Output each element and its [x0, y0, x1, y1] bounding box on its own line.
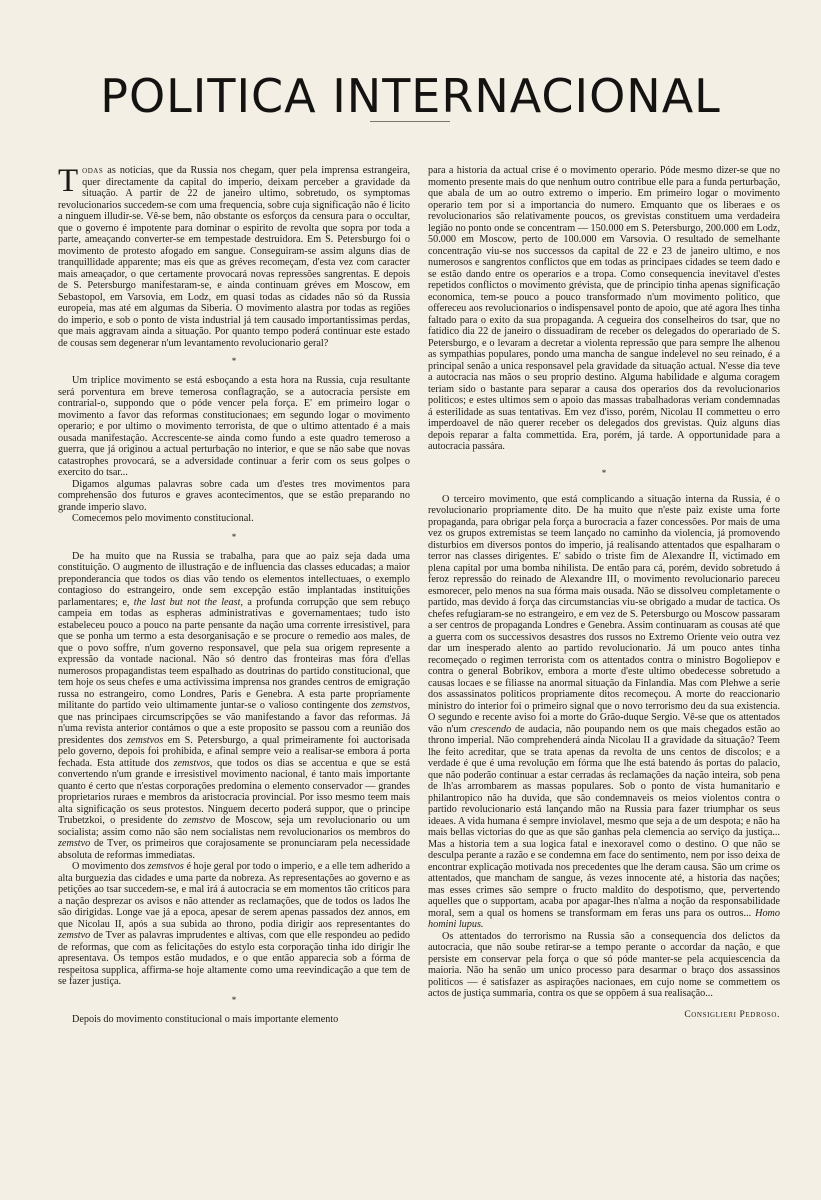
drop-cap: T — [58, 163, 79, 199]
title-divider — [370, 121, 450, 122]
right-column — [428, 165, 780, 1021]
page-title: POLITICA INTERNACIONAL — [100, 68, 721, 123]
section-separator-star: * — [231, 531, 237, 542]
paragraph: Digamos algumas palavras sobre cada um d'estes tres movimentos para comprehensão dos futuros e graves acontecimentos, que se estão preparando no grande imperio slavo. — [58, 478, 410, 513]
paragraph: para a historia da actual crise é o movimento operario. Póde mesmo dizer-se que no momento presente mais do que nenhum outro contribue elle para a funda perturbação, que abala de um ao outro extremo o imperio. Em primeiro logar o movimento operario tem por si a importancia do numero. Emquanto que os liberaes e os revolucionarios são relativamente poucos, os grevistas constituem uma verdadeira legião no ponto onde se concentram — 150.000 em S. Petersburgo, 200.000 em Lodz, 50.000 em Moscow, perto de 100.000 em Varsovia. O resultado de semelhante concentração viu-se nos successos da capital de 22 e 23 de janeiro ultimo, e nos numerosos e sangrentos conflictos que em todas as principaes cidades se teem dado e se estão dando entre os operarios e a tropa. Como consequencia inevitavel d'estes repetidos conflictos o movimento grévista, que de principio tinha apenas significação economica, tem-se pouco a pouco transformado n'um movimento politico, que offereceu aos revolucionarios o indispensavel ponto de apoio, que até agora lhes tinha faltado para o exito da sua propaganda. A cegueira dos conselheiros do tsar, que no fatidico dia 22 de janeiro o dissuadiram de receber os delegados do operariado de S. Petersburgo, e o levaram a decretar a violenta repressão que para sempre lhe alhenou as sympathias populares, pondo uma mancha de sangue indelevel no seu reinado, é a principal senão a unica responsavel pela gravidade da situação actual. N'esse dia teve a autocracia nas mãos o seu proprio destino. Alguma habilidade e alguma coragem teriam sido o bastante para separar a causa dos operarios dos da revolucionarios politicos; e estes ultimos sem o apoio das massas trabalhadoras veriam condemnadas á esterilidade as suas tentativas. Em vez d'isso, porém, Nicolau II commetteu o erro imperdoavel de não querer receber os delegados dos grevistas. Quiz alguns dias depois reparar a falta commettida. Era, porém, já tarde. A opportunidade para a autocracia passára. — [428, 165, 780, 452]
section-separator-star: * — [601, 467, 607, 478]
paragraph: Comecemos pelo movimento constitucional. — [72, 513, 254, 524]
author-signature: Consiglieri Pedroso. — [684, 1009, 780, 1020]
lead-word: odas — [82, 165, 104, 176]
paragraph: O terceiro movimento, que está complicando a situação interna da Russia, é o revolucionario propriamente dito. De ha muito que n'este paiz existe uma forte propaganda, para obrigar pela força a burocracia a fazer concessões. Por mais de uma vez os grupos extremistas se teem lançado no caminho da violencia, já promovendo disturbios em diversos pontos do imperio, já realisando attentados que espalharam o terror nas classes dirigentes. E' sabido o triste fim de Alexandre II, victimado em plena capital por uma bomba nihilista. De então para cá, porém, devido sobretudo á feroz repressão do reinado de Alexandre III, o movimento revolucionario pareceu esmorecer, pelo menos na sua fórma mais ousada. Não se dissolveu completamente o partido, mas devido á força das circumstancias viu-se obrigado a mudar de tactica. Os chefes refugiaram-se no estrangeiro, e em vez de S. Petersburgo ou Moscow passaram a ser centros de propaganda Londres e Genebra. Assim continuaram as cousas até que a guerra com os successivos desastres dos russos no Extremo Oriente veio outra vez dar um inesperado alento ao partido revolucionario. Já um pouco antes tinha recomeçado o regimen terrorista com os attentados contra o ministro Bogoliepov e contra o general Bobrikov, embora a morte d'este ultimo obedecesse sobretudo a causas locaes e se filiasse na anormal situação da Finlandia. Mas com Plehwe a serie dos assassinatos politicos propriamente ditos recomeçou. A morte do reaccionario ministro do interior foi o primeiro signal que o novo terrorismo deu da sua existencia. O segundo e recente aviso foi a morte do Grão-duque Sergio. Vê-se que os attentados vão n'um crescendo de audacia, não poupando nem os que mais chegados estão ao throno imperial. Não comprehenderá ainda Nicolau II a gravidade da situação? Teem lhe feito acreditar, que se trata apenas da revolta de uns centos de discolos; e a verdade é que é uma revolução em fórma que lhe está batendo ás portas do palacio, que não poderão continuar a estar cerradas ás reclamações da nação inteira, sob pena de lh'as arrombarem as massas populares. Sob o ponto de vista humanitario e philantropico não ha duvida, que são condemnaveis os meios violentos contra o partido revolucionario está lançando mão na Russia para fazer triumphar os seus ideaes. A vida humana é sempre inviolavel, mesmo que seja a de um despota; e não ha mais bellas victorias do que as que são ganhas pela clemencia ao serviço da justiça... Mas a historia tem a sua logica fatal e inexoravel como o destino. O que não se desculpa perante a razão e se condemna em face do sentimento, nem por isso deixa de encontrar explicação motivada nos precedentes que lhe deram causa. São um crime os attentados, que mancham de sangue, ás vezes innocente até, a historia das nações; mas esses crimes são sempre o fructo maldito do despotismo, que, pervertendo aquelles que o supportam, acaba por apagar-lhes n'alma a noção da responsabilidade moral, sem a qual os homens se transformam em feras uns para os outros... Homo homini lupus. — [428, 493, 781, 930]
paragraph: O movimento dos zemstvos é hoje geral por todo o imperio, e a elle tem adherido a alta burguezia das cidades e uma parte da nobreza. As representações ao governo e as petições ao tsar succedem-se, e mal irá á autocracia se em momentos tão criticos para a nação desprezar os avisos e não attender as reclamações, que de todos os lados lhe são dirigidas. Longe vae já a epoca, apesar de serem apenas passados dez annos, em que Nicolau II, após a sua subida ao throno, podia dirigir aos representantes do zemstvo de Tver as palavras imprudentes e altivas, com que elle respondeu ao pedido de reformas, que com as felicitações do estylo esta corporação tinha ido dirigir lhe apresentava. Os tempos estão mudados, e o que então apparecia sob a fórma de respeitosa supplica, affirma-se hoje altamente como uma reevindicação a que tem de se fazer justiça. — [58, 861, 411, 987]
paragraph-opening: Todas as noticias, que da Russia nos chegam, quer pela imprensa estrangeira, quer directamente da capital do imperio, deixam perceber a gravidade da situação. A partir de 22 de janeiro ultimo, sobretudo, os symptomas revolucionarios succedem-se com uma frequencia, sobre cuja significação não é licito a ninguem illudir-se. Vê-se bem, não obstante os esforços da censura para o occultar, que o governo é impotente para dominar o espirito de revolta que sopra por toda a parte, ameaçando converter-se em tempestade destruidora. Em S. Petersburgo foi o movimento de protesto afogado em sangue. Conseguiram-se assim alguns dias de tranquillidade apparente; mas eis que as gréves recomeçam, d'esta vez com caracter mais ameaçador, o que certamente provocará novas repressões sangrentas. E depois de S. Petersburgo manifestaram-se, e ainda continuam gréves em Moscow, em Sebastopol, em Varsovia, em Lodz, em quasi todas as cidades não só da Russia europeia, mas até em algumas da Siberia. O movimento alastra por todas as regiões do imperio, e sob o ponto de vista industrial já tem causado importantissimas perdas, que mais aggravam ainda a situação. Por quanto tempo poderá continuar este estado de cousas sem degenerar n'um levantamento revolucionario geral? — [58, 163, 411, 349]
section-separator-star: * — [231, 356, 237, 366]
section-separator-star: * — [231, 994, 237, 1005]
paragraph: Depois do movimento constitucional o mais importante elemento — [72, 1013, 339, 1025]
paragraph: Os attentados do terrorismo na Russia são a consequencia dos delictos da autocracia, que não soube retirar-se a tempo perante o accordar da nação, e que persiste em conservar pela força o que só póde manter-se pela acquiescencia da maioria. Não ha senão um unico processo para desarmar o braço dos assassinos politicos — é satisfazer as aspirações nacionaes, em cujo nome se commettem os actos de justiça summaria, contra os que se oppõem á sua realisação... — [428, 930, 780, 999]
paragraph: Um triplice movimento se está esboçando a esta hora na Russia, cuja resultante será porventura em breve temerosa conflagração, se a autocracia persiste em contrarial-o, suppondo que o póde vencer pela força. E' em primeiro logar o movimento a favor das reformas constitucionaes; em segundo logar o movimento operario; e por ultimo o movimento terrorista, de que o ultimo attentado é a mais ousada manifestação. Accrescente-se ainda como fundo a este quadro temeroso a guerra, que já originou a actual perturbação no interior, e que se não sabe que novas catastrophes provocará, se a adversidade continuar a ferir com os seus golpes o exercito do tsar... — [58, 375, 410, 478]
paragraph: De ha muito que na Russia se trabalha, para que ao paiz seja dada uma constituição. O augmento de illustração e de influencia das classes educadas; a maior preponderancia que todos os dias vão tendo os elementos intellectuaes, o exemplo contagioso do estrangeiro, onde sem excepção estão implantadas instituições parlamentares; e, the last but not the least, a profunda corrupção que sem rebuço campeia em todas as espheras administrativas e governamentaes; tudo isto estabeleceu pouco a pouco na parte pensante da nação uma corrente irresistivel, para que se ponha um termo a esta desorganisação e se procure o remedio aos males, de que o povo soffre, n'um governo responsavel, que pela sua origem represente a expressão da vontade nacional. Não só dentro das fronteiras mas fóra d'ellas numerosos propagandistas teem espalhado as doutrinas do partido constitucional, que tem hoje os seus chefes e uma activissima imprensa nos grandes centros de emigração russa no estrangeiro, como Londres, Paris e Genebra. A esta parte propriamente militante do partido veio ultimamente juntar-se o valioso contingente dos zemstvos, que nas principaes circumscripções se vão manifestando a favor das reformas. Já n'uma revista anterior contámos o que a este proposito se passou com a reunião dos presidentes dos zemstvos em S. Petersburgo, a qual primeiramente foi auctorisada pelo governo, depois foi prohibida, e afinal sempre veio a realisar-se embora á porta fechada. Esta attitude dos zemstvos, que todos os dias se accentua e que se está convertendo n'um grande e irresistivel movimento nacional, é tanto mais importante quanto é certo que n'estas corporações predomina o elemento conservador — grandes proprietarios ruraes e membros da aristocracia provincial. Por isso mesmo teem mais alta significação os seus protestos. Ninguem decerto poderá suppor, que o principe Trubetzkoi, o presidente do zemstvo de Moscow, seja um revolucionario ou um socialista; assim como não são nem socialistas nem revolucionarios os membros do zemstvo de Tver, os primeiros que corajosamente se pronunciaram pela necessidade absoluta de reformas immediatas. — [58, 550, 411, 861]
left-column — [58, 165, 410, 1025]
